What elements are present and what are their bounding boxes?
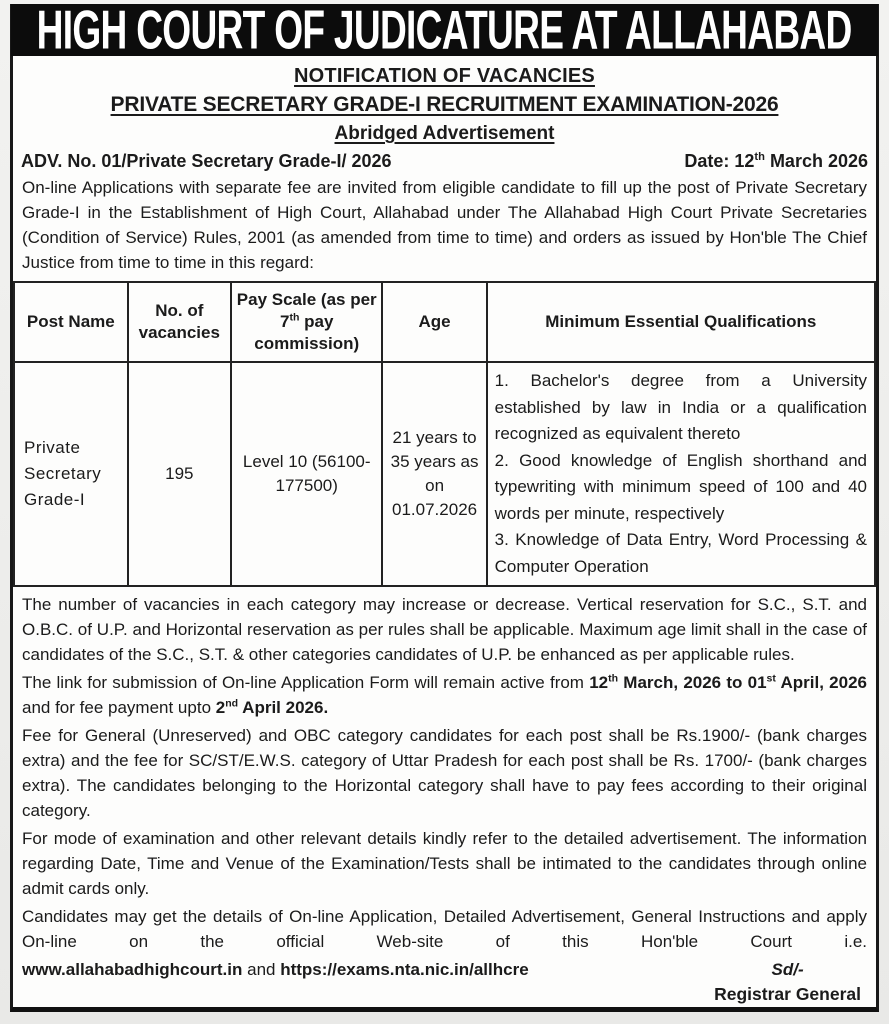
vacancy-table-body — [14, 362, 875, 586]
cell-pay-scale: Level 10 (56100-177500) — [231, 362, 383, 586]
end-day-superscript: st — [766, 672, 776, 685]
website-links-line — [22, 957, 529, 983]
start-day-superscript: th — [608, 672, 619, 685]
fee-date-end: April 2026. — [238, 698, 329, 717]
signature-block — [714, 957, 867, 1007]
court-name-banner — [11, 4, 878, 56]
start-day: 12 — [589, 673, 609, 692]
fee-payment-date-bold — [216, 698, 328, 717]
application-dates-bold — [589, 673, 867, 692]
col-header-qualifications: Minimum Essential Qualifications — [487, 282, 875, 362]
link-note-text-2: and for fee payment upto — [22, 698, 216, 717]
vacancy-table-header — [14, 282, 875, 362]
apply-online-note: Candidates may get the details of On-line Application, Detailed Advertisement, General Instructions and apply On-line on the official Web-site of this Hon'ble Court i.e. — [22, 907, 867, 951]
cell-age: 21 years to 35 years as on 01.07.2026 — [382, 362, 486, 586]
col-header-vacancies: No. of vacancies — [128, 282, 231, 362]
qualification-item-1: 1. Bachelor's degree from a University established by law in India or a qualification recognized as equivalent thereto — [494, 371, 867, 443]
notice-document — [10, 4, 879, 1012]
table-header-row — [14, 282, 875, 362]
fee-note: Fee for General (Unreserved) and OBC category candidates for each post shall be Rs.1900/- (bank charges extra) and the fee for SC/ST/E.W.S. category of Uttar Pradesh for each post shall be Rs. 1700/- (bank charges extra). The candidates belonging to the Horizontal category shall have to pay fees according to their original category. — [22, 726, 867, 820]
col-header-pay-scale — [231, 282, 383, 362]
pay-scale-post: pay commission) — [254, 312, 360, 353]
notification-heading: NOTIFICATION OF VACANCIES — [294, 65, 595, 87]
exam-heading: PRIVATE SECRETARY GRADE-I RECRUITMENT EXAMINATION-2026 — [110, 93, 779, 116]
cell-vacancy-count: 195 — [128, 362, 231, 586]
cell-qualifications — [487, 362, 875, 586]
abridged-advertisement-heading: Abridged Advertisement — [334, 123, 555, 144]
final-row — [22, 957, 867, 1007]
notice-date — [684, 151, 868, 172]
table-row — [14, 362, 875, 586]
link-allahabadhighcourt: www.allahabadhighcourt.in — [22, 960, 243, 979]
date-range-end: April, 2026 — [775, 673, 868, 692]
date-pre: Date: 12 — [684, 151, 755, 171]
pay-scale-pre: Pay Scale (as per 7 — [236, 290, 377, 331]
link-note-text-1: The link for submission of On-line Application Form will remain active from — [22, 673, 590, 692]
headings-section — [13, 56, 876, 175]
signature-sd: Sd/- — [771, 960, 804, 979]
adv-number: ADV. No. 01/Private Secretary Grade-I/ 2026 — [21, 151, 392, 171]
link-nta-exams: https://exams.nta.nic.in/allhcre — [280, 960, 529, 979]
date-post: March 2026 — [764, 151, 868, 171]
intro-section — [13, 175, 876, 281]
intro-paragraph: On-line Applications with separate fee are invited from eligible candidate to fill up the post of Private Secretary Grade-I in the Establishment of High Court, Allahabad under The Allahabad High Court Private Secretaries (Condition of Service) Rules, 2001 (as amended from time to time) and orders as issued by Hon'ble The Chief Justice from time to time in this regard: — [22, 178, 867, 272]
vacancy-table — [13, 281, 876, 587]
pay-scale-superscript: th — [289, 311, 300, 324]
qualification-item-3: 3. Knowledge of Data Entry, Word Processing & Computer Operation — [494, 530, 867, 576]
adv-meta-row — [13, 149, 876, 175]
links-conjunction: and — [242, 960, 281, 979]
cell-post-name: Private Secretary Grade-I — [14, 362, 128, 586]
vacancy-variation-note: The number of vacancies in each category may increase or decrease. Vertical reservation for S.C., S.T. and O.B.C. of U.P. and Horizontal reservation as per rules shall be applicable. Maximum age limit shall in the case of candidates of the S.C., S.T. & other categories candidates of U.P. be enhanced as per applicable rules. — [22, 595, 867, 664]
date-superscript: th — [754, 151, 765, 163]
court-name-title: HIGH COURT OF JUDICATURE AT ALLAHABAD — [37, 4, 852, 56]
exam-mode-note: For mode of examination and other relevant details kindly refer to the detailed advertisement. The information regarding Date, Time and Venue of the Examination/Tests shall be intimated to the candidates through online admit cards only. — [22, 829, 867, 898]
fee-day-superscript: nd — [225, 697, 239, 710]
col-header-post-name: Post Name — [14, 282, 128, 362]
notes-section — [13, 592, 876, 1007]
application-window-note — [22, 670, 867, 720]
qualification-item-2: 2. Good knowledge of English shorthand and typewriting with minimum speed of 100 and 40 words per minute, respectively — [494, 450, 867, 523]
col-header-age: Age — [382, 282, 486, 362]
registrar-general: Registrar General — [714, 984, 861, 1004]
fee-day: 2 — [215, 698, 226, 717]
date-range-mid: March, 2026 to 01 — [618, 673, 767, 692]
